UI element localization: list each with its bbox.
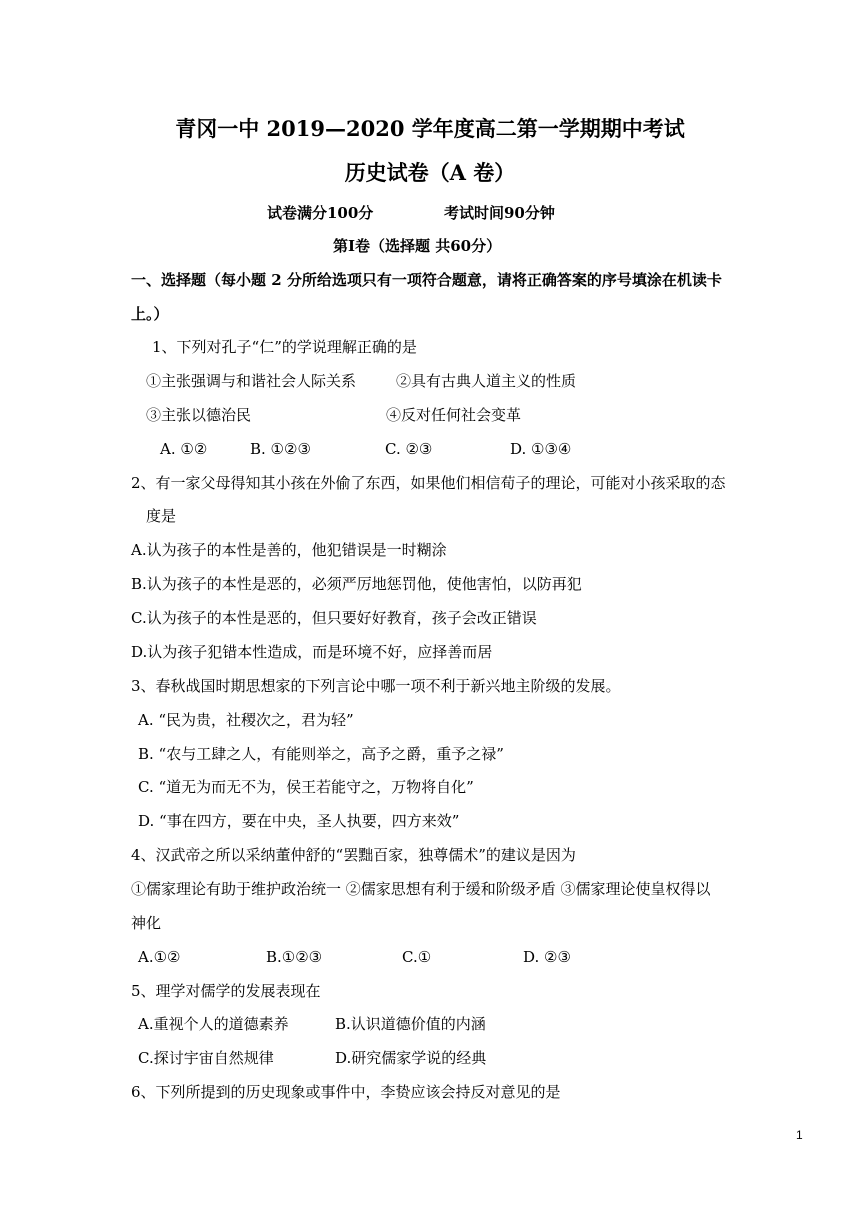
question-2-option-b: B.认为孩子的本性是恶的，必须严厉地惩罚他，使他害怕，以防再犯 <box>131 575 582 593</box>
question-1-item-3: ③主张以德治民 <box>146 406 252 424</box>
question-2-option-a: A.认为孩子的本性是善的，他犯错误是一时糊涂 <box>131 541 447 559</box>
question-5-option-a: A.重视个人的道德素养 <box>138 1015 289 1033</box>
question-5-stem: 5、理学对儒学的发展表现在 <box>131 982 321 1000</box>
question-4-option-d: D. ②③ <box>523 948 571 966</box>
section-heading: 第Ⅰ卷（选择题 共60分） <box>333 237 502 255</box>
instructions-line-2: 上。） <box>131 305 169 323</box>
paper-subtitle: 历史试卷（A 卷） <box>344 160 516 185</box>
question-1-option-b: B. ①②③ <box>250 440 311 458</box>
time-info: 考试时间90分钟 <box>444 204 555 222</box>
question-1-item-4: ④反对任何社会变革 <box>386 406 522 424</box>
question-3-option-c: C. “道无为而无不为，侯王若能守之，万物将自化” <box>138 778 474 796</box>
question-4-option-a: A.①② <box>138 948 181 966</box>
question-4-option-c: C.① <box>402 948 432 966</box>
question-4-stem: 4、汉武帝之所以采纳董仲舒的“罢黜百家，独尊儒术”的建议是因为 <box>131 846 576 864</box>
exam-title: 青冈一中 2019—2020 学年度高二第一学期期中考试 <box>175 116 685 141</box>
question-5-option-c: C.探讨宇宙自然规律 <box>138 1049 274 1067</box>
question-1-item-2: ②具有古典人道主义的性质 <box>396 372 577 390</box>
question-3-stem: 3、春秋战国时期思想家的下列言论中哪一项不利于新兴地主阶级的发展。 <box>131 677 621 695</box>
question-1-item-1: ①主张强调与和谐社会人际关系 <box>146 372 357 390</box>
question-4-items-line-2: 神化 <box>131 914 162 932</box>
question-3-option-d: D. “事在四方，要在中央，圣人执要，四方来效” <box>138 812 460 830</box>
question-2-option-c: C.认为孩子的本性是恶的，但只要好好教育，孩子会改正错误 <box>131 609 537 627</box>
question-4-option-b: B.①②③ <box>266 948 323 966</box>
question-2-stem-line-2: 度是 <box>146 507 177 525</box>
question-1-option-c: C. ②③ <box>385 440 433 458</box>
question-5-option-d: D.研究儒家学说的经典 <box>335 1049 487 1067</box>
question-5-option-b: B.认识道德价值的内涵 <box>335 1015 486 1033</box>
question-3-option-a: A. “民为贵，社稷次之，君为轻” <box>138 711 354 729</box>
score-info: 试卷满分100分 <box>267 204 374 222</box>
question-3-option-b: B. “农与工肆之人，有能则举之，高予之爵，重予之禄” <box>138 745 504 763</box>
question-1-option-d: D. ①③④ <box>510 440 572 458</box>
question-1-stem: 1、下列对孔子“仁”的学说理解正确的是 <box>152 338 417 356</box>
question-2-stem-line-1: 2、有一家父母得知其小孩在外偷了东西，如果他们相信荀子的理论，可能对小孩采取的态 <box>131 474 726 492</box>
question-4-items-line-1: ①儒家理论有助于维护政治统一 ②儒家思想有利于缓和阶级矛盾 ③儒家理论使皇权得以 <box>131 880 711 898</box>
instructions-line-1: 一、选择题（每小题 2 分所给选项只有一项符合题意，请将正确答案的序号填涂在机读卡 <box>131 271 722 289</box>
question-1-option-a: A. ①② <box>160 440 208 458</box>
page-number: 1 <box>796 1128 803 1142</box>
question-2-option-d: D.认为孩子犯错本性造成，而是环境不好，应择善而居 <box>131 643 493 661</box>
question-6-stem: 6、下列所提到的历史现象或事件中，李贽应该会持反对意见的是 <box>131 1083 561 1101</box>
